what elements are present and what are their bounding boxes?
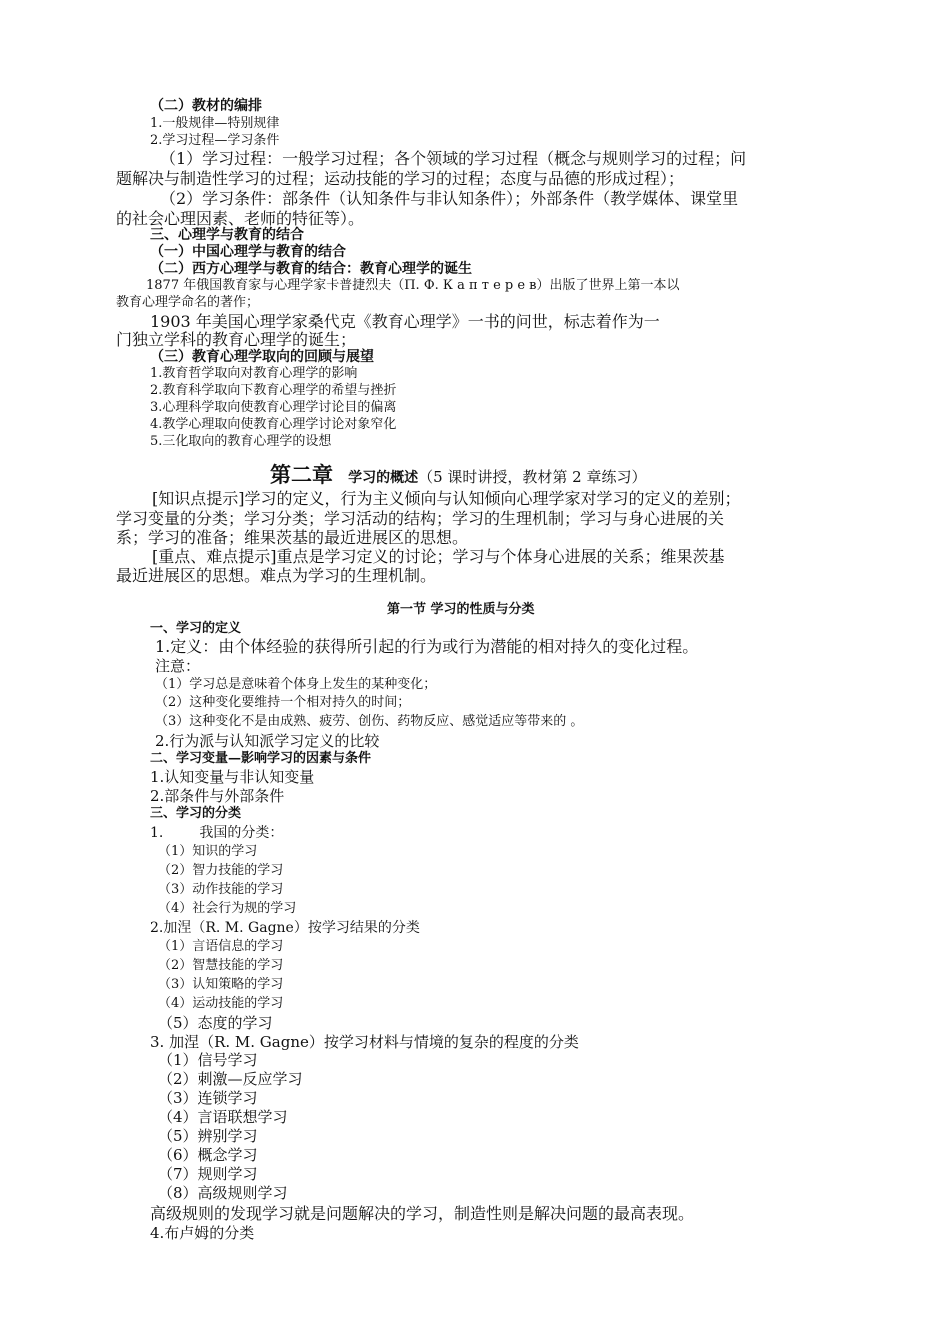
textbook-arrangement-heading: （二）教材的编排 xyxy=(150,98,262,114)
list-item: （4）社会行为规的学习 xyxy=(158,901,297,916)
paragraph-line: （2）学习条件：部条件（认知条件与非认知条件）；外部条件（教学媒体、课堂里 xyxy=(160,189,739,208)
list-item: （1）信号学习 xyxy=(158,1051,258,1069)
paragraph-line: 1877 年俄国教育家与心理学家卡普捷烈夫（П. Ф. К а п т е р е в）出版了世界上第一本以 xyxy=(146,278,680,293)
chapter-heading xyxy=(270,463,647,487)
knowledge-points-line: 学习变量的分类；学习分类；学习活动的结构；学习的生理机制；学习与身心进展的关 xyxy=(116,509,725,528)
knowledge-points-line: 系；学习的准备；维果茨基的最近进展区的思想。 xyxy=(116,528,469,547)
classification-heading: 4.布卢姆的分类 xyxy=(150,1224,255,1242)
paragraph-line: 1903 年美国心理学家桑代克《教育心理学》一书的问世，标志着作为一 xyxy=(150,312,660,331)
list-item: （2）智慧技能的学习 xyxy=(158,958,284,973)
section-heading: 二、学习变量—影响学习的因素与条件 xyxy=(150,751,372,766)
list-item: （4）运动技能的学习 xyxy=(158,996,284,1011)
list-item: （1）知识的学习 xyxy=(158,844,258,859)
list-number: 1. xyxy=(150,825,164,841)
list-item: （6）概念学习 xyxy=(158,1146,258,1164)
classification-heading: 3. 加涅（R. M. Gagne）按学习材料与情境的复杂的程度的分类 xyxy=(150,1033,579,1051)
chapter-hours: （5 课时讲授，教材第 2 章练习） xyxy=(418,468,647,486)
list-item: （3）认知策略的学习 xyxy=(158,977,284,992)
list-item: （5）态度的学习 xyxy=(158,1014,273,1032)
focus-points-line: [重点、难点提示]重点是学习定义的讨论；学习与个体身心进展的关系；维果茨基 xyxy=(152,547,725,566)
chapter-number: 第二章 xyxy=(270,462,333,487)
subsection-heading: （二）西方心理学与教育的结合：教育心理学的诞生 xyxy=(150,261,472,277)
list-item: 1.一般规律—特别规律 xyxy=(150,116,280,131)
list-item: 2.学习过程—学习条件 xyxy=(150,133,280,148)
list-item: （4）言语联想学习 xyxy=(158,1108,288,1126)
list-item: 1.教育哲学取向对教育心理学的影响 xyxy=(150,366,358,381)
list-item: （2）智力技能的学习 xyxy=(158,863,284,878)
chapter-title: 学习的概述 xyxy=(348,470,419,486)
paragraph-line: 教育心理学命名的著作； xyxy=(116,295,260,310)
list-item: 5.三化取向的教育心理学的设想 xyxy=(150,434,332,449)
list-item: 2.教育科学取向下教育心理学的希望与挫折 xyxy=(150,383,397,398)
paragraph-line: （1）学习过程：一般学习过程；各个领域的学习过程（概念与规则学习的过程；问 xyxy=(160,149,747,168)
summary-line: 高级规则的发现学习就是问题解决的学习，制造性则是解决问题的最高表现。 xyxy=(150,1204,695,1223)
list-item: （5）辨别学习 xyxy=(158,1127,258,1145)
note-item: （1）学习总是意味着个体身上发生的某种变化； xyxy=(155,677,437,692)
definition-line: 2.行为派与认知派学习定义的比较 xyxy=(155,732,380,750)
note-item: （2）这种变化要维持一个相对持久的时间； xyxy=(155,695,411,710)
list-item: 4.教学心理取向使教育心理学讨论对象窄化 xyxy=(150,417,397,432)
section-heading: 一、学习的定义 xyxy=(150,621,242,636)
subsection-heading: （一）中国心理学与教育的结合 xyxy=(150,244,346,260)
list-item: 3.心理科学取向使教育心理学讨论目的偏离 xyxy=(150,400,397,415)
paragraph-line: 门独立学科的教育心理学的诞生； xyxy=(116,330,357,349)
list-item: 2.部条件与外部条件 xyxy=(150,787,285,805)
paragraph-line: 的社会心理因素、老师的特征等）。 xyxy=(116,209,365,228)
paragraph-line: 题解决与制造性学习的过程；运动技能的学习的过程；态度与品德的形成过程）； xyxy=(116,169,685,188)
list-item: （3）动作技能的学习 xyxy=(158,882,284,897)
definition-line: 1.定义：由个体经验的获得所引起的行为或行为潜能的相对持久的变化过程。 xyxy=(155,637,699,656)
list-item: （7）规则学习 xyxy=(158,1165,258,1183)
note-item: （3）这种变化不是由成熟、疲劳、创伤、药物反应、感觉适应等带来的 。 xyxy=(155,714,584,729)
note-label: 注意： xyxy=(155,657,201,675)
list-item: 1.认知变量与非认知变量 xyxy=(150,768,315,786)
focus-points-line: 最近进展区的思想。难点为学习的生理机制。 xyxy=(116,566,437,585)
list-item: （2）刺激—反应学习 xyxy=(158,1070,303,1088)
list-label: 我国的分类： xyxy=(199,825,284,841)
list-item: （8）高级规则学习 xyxy=(158,1184,288,1202)
section-heading: 三、学习的分类 xyxy=(150,806,242,821)
list-item: （3）连锁学习 xyxy=(158,1089,258,1107)
knowledge-points-line: [知识点提示]学习的定义，行为主义倾向与认知倾向心理学家对学习的定义的差别； xyxy=(152,489,741,508)
section-title: 第一节 学习的性质与分类 xyxy=(387,602,535,617)
subsection-heading: （三）教育心理学取向的回顾与展望 xyxy=(150,349,374,365)
list-item xyxy=(150,825,283,841)
list-item: （1）言语信息的学习 xyxy=(158,939,284,954)
classification-heading: 2.加涅（R. M. Gagne）按学习结果的分类 xyxy=(150,920,420,936)
section-heading: 三、心理学与教育的结合 xyxy=(150,227,304,243)
